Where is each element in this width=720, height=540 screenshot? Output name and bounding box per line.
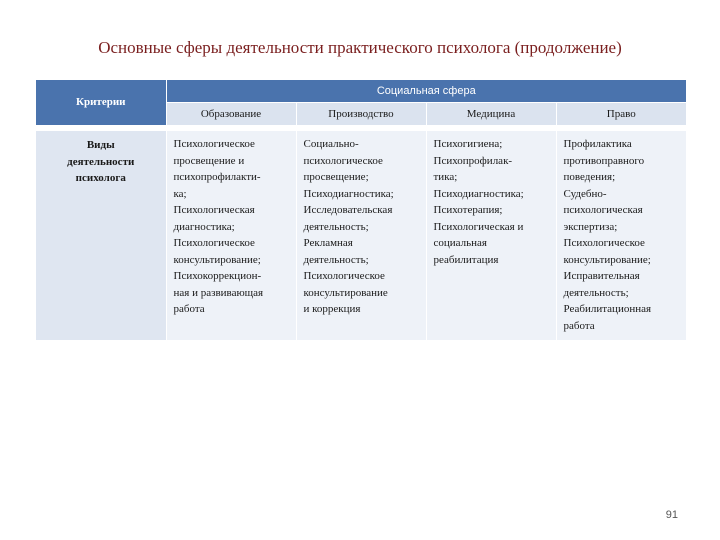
cell-line: просвещение и (173, 154, 245, 167)
cell-line: Психологическое (563, 237, 645, 249)
cell-line: психопрофилакти- (173, 171, 261, 183)
cell-line: психологическая (563, 204, 643, 216)
cell-line: деятельность; (303, 253, 369, 266)
cell-line: ка; (173, 187, 187, 200)
cell-line: поведения; (563, 171, 616, 183)
table-row (36, 131, 686, 340)
cell-line: деятельность; (303, 220, 369, 233)
criteria-header: Критерии (36, 80, 166, 125)
cell-line: деятельность; (563, 286, 629, 299)
cell-line: Психодиагностика; (303, 187, 394, 200)
cell-line: Рекламная (303, 237, 353, 249)
column-header-education: Образование (166, 103, 296, 126)
cell-line: Психологическое (303, 270, 385, 282)
cell-production (296, 131, 426, 340)
cell-line: противоправного (563, 154, 645, 167)
cell-line: Судебно- (563, 187, 607, 200)
cell-line: консультирование; (563, 253, 651, 266)
cell-line: Исправительная (563, 270, 640, 282)
cell-line: Профилактика (563, 138, 632, 150)
cell-line: работа (563, 319, 595, 332)
cell-line: Психокоррекцион- (173, 270, 262, 282)
spheres-table (36, 80, 686, 340)
slide-title: Основные сферы деятельности практического психолога (продолжение) (98, 38, 622, 57)
cell-law (556, 131, 686, 340)
cell-line: Психологическая и (433, 220, 524, 233)
row-label-activities: Виды деятельности психолога (36, 131, 166, 340)
cell-line: ная и развивающая (173, 286, 264, 299)
cell-line: Психологическое (173, 237, 255, 249)
cell-line: Психологическая (173, 204, 255, 216)
cell-line: диагностика; (173, 220, 235, 233)
cell-line: Социально- (303, 138, 359, 150)
cell-line: Психодиагностика; (433, 187, 524, 200)
cell-line: Исследовательская (303, 204, 393, 216)
cell-line: Реабилитационная (563, 303, 652, 315)
cell-line: Психогигиена; (433, 138, 503, 150)
page-number: 91 (665, 509, 678, 521)
cell-education (166, 131, 296, 340)
cell-line: психологическое (303, 154, 383, 167)
cell-line: просвещение; (303, 171, 369, 183)
column-header-law: Право (556, 103, 686, 126)
cell-line: работа (173, 303, 205, 315)
cell-line: Психопрофилак- (433, 154, 513, 167)
cell-line: тика; (433, 171, 458, 183)
column-header-medicine: Медицина (426, 103, 556, 126)
cell-line: социальная (433, 237, 487, 249)
cell-line: экспертиза; (563, 220, 618, 233)
cell-medicine (426, 131, 556, 340)
column-header-production: Производство (296, 103, 426, 126)
cell-line: консультирование; (173, 253, 261, 266)
cell-line: консультирование (303, 286, 388, 299)
header-row-1 (36, 80, 686, 103)
cell-line: реабилитация (433, 253, 499, 266)
cell-line: Психологическое (173, 138, 255, 150)
cell-line: Психотерапия; (433, 204, 503, 216)
social-sphere-header: Социальная сфера (166, 80, 686, 103)
cell-line: и коррекция (303, 303, 361, 315)
